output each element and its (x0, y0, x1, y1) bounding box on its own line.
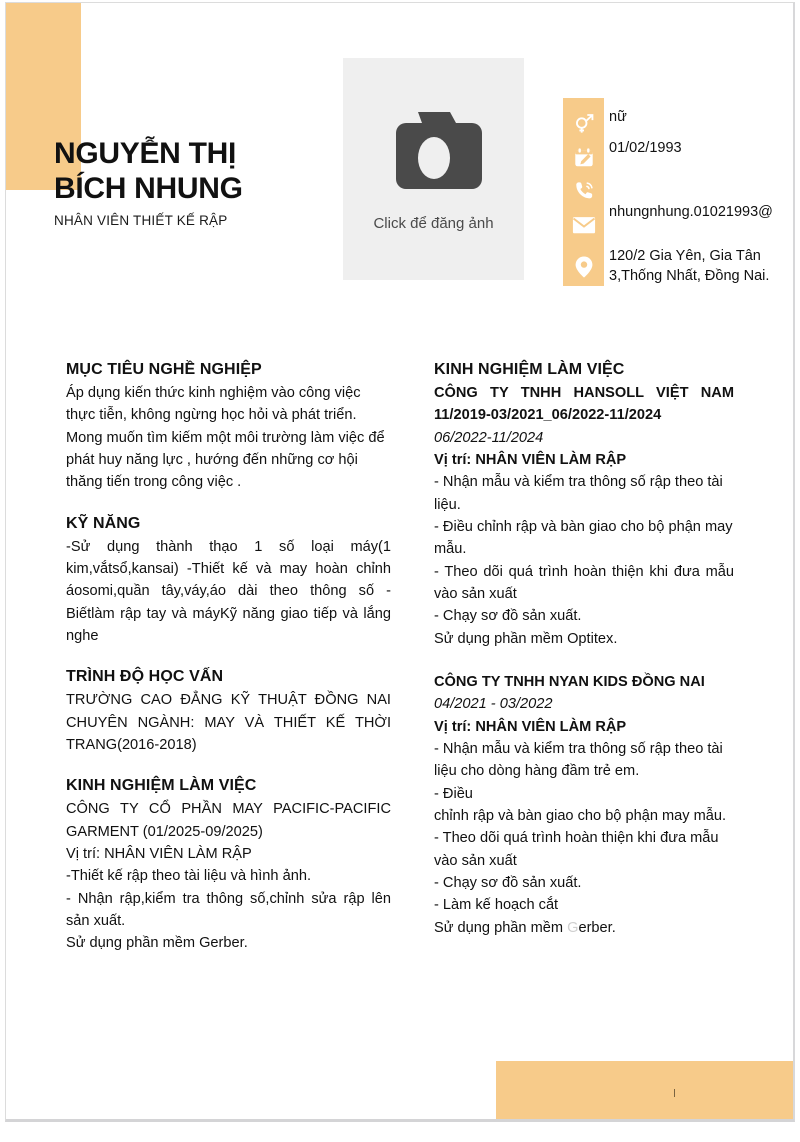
section-heading-experience-right: KINH NGHIỆM LÀM VIỆC (434, 361, 625, 378)
job1-dates: 06/2022-11/2024 (434, 429, 544, 446)
job2-duty-5: - Làm kế hoạch cắt (434, 897, 559, 914)
contact-dob-value: 01/02/1993 (609, 140, 682, 156)
spacer (66, 647, 391, 668)
job1-duty-4: - Chạy sơ đồ sản xuất. (434, 608, 582, 625)
job1-duty-1: - Nhận mẫu và kiểm tra thông số rập theo tài liệu. (434, 474, 723, 513)
phone-icon (563, 174, 604, 208)
job2-duty-4: - Chạy sơ đồ sản xuất. (434, 874, 582, 891)
map-pin-icon (563, 250, 604, 284)
job2-duty-2a: - Điều (434, 785, 473, 802)
venus-mars-icon (563, 107, 604, 141)
job2-duty-6-prefix: Sử dụng phần mềm (434, 919, 568, 936)
right-column (434, 361, 734, 939)
contact-gender-value: nữ (609, 109, 627, 125)
job-title: NHÂN VIÊN THIẾT KẾ RẬP (54, 213, 228, 229)
job2-duty-6-faded-letter: G (567, 919, 579, 936)
calendar-edit-icon (563, 141, 604, 175)
name-block (54, 136, 354, 228)
experience-duty-1: -Thiết kế rập theo tài liệu và hình ảnh. (66, 868, 312, 885)
spacer (66, 756, 391, 777)
job2-duty-6 (434, 917, 734, 939)
camera-icon (382, 106, 486, 203)
spacer (434, 650, 734, 671)
job2-duty-3: - Theo dõi quá trình hoàn thiện khi đưa mẫu vào sản xuất (434, 830, 719, 869)
envelope-icon (563, 208, 604, 242)
job2-duty-6-suffix: erber. (578, 919, 616, 936)
job2-company: CÔNG TY TNHH NYAN KIDS ĐỒNG NAI (434, 673, 705, 690)
name-line-2: BÍCH NHUNG (54, 172, 243, 206)
cv-page (5, 2, 795, 1122)
job1-position: Vị trí: NHÂN VIÊN LÀM RẬP (434, 451, 627, 468)
left-column (66, 361, 391, 955)
photo-upload-box[interactable] (343, 58, 524, 280)
contact-email-value: nhungnhung.01021993@ (609, 204, 773, 220)
objective-text: Áp dụng kiến thức kinh nghiệm vào công việc thực tiễn, không ngừng học hỏi và phát triển. Mong muốn tìm kiếm một môi trường làm việc để phát huy năng lực , hướng đến những cơ hội thăng tiến trong công việc . (66, 385, 385, 491)
experience-duty-2: - Nhận rập,kiểm tra thông số,chỉnh sửa rập lên sản xuất. (66, 890, 391, 929)
job1-duty-3: - Theo dõi quá trình hoàn thiện khi đưa mẫu vào sản xuất (434, 563, 734, 602)
job2-duty-2b: chỉnh rập và bàn giao cho bộ phận may mẫu. (434, 807, 727, 824)
skills-text: -Sử dụng thành thạo 1 số loại máy(1 kim,vắtsổ,kansai) -Thiết kế và may hoàn chỉnh áosomi,quần tây,váy,áo dài theo thông số -Biếtlàm rập tay và máyKỹ năng giao tiếp và lắng nghe (66, 538, 391, 644)
name-line-1: NGUYỄN THỊ (54, 137, 237, 170)
contact-address-value: 120/2 Gia Yên, Gia Tân 3,Thống Nhất, Đồng Nai. (609, 248, 770, 284)
experience-position: Vị trí: NHÂN VIÊN LÀM RẬP (66, 845, 252, 862)
spacer (66, 494, 391, 515)
job1-duty-2: - Điều chỉnh rập và bàn giao cho bộ phận may mẫu. (434, 518, 733, 558)
experience-company: CÔNG TY CỔ PHẦN MAY PACIFIC-PACIFIC GARMENT (01/2025-09/2025) (66, 801, 391, 840)
job1-duty-5: Sử dụng phần mềm Optitex. (434, 630, 618, 647)
job2-duty-1: - Nhận mẫu và kiểm tra thông số rập theo tài liệu cho dòng hàng đầm trẻ em. (434, 740, 723, 780)
experience-duty-3: Sử dụng phần mềm Gerber. (66, 935, 248, 952)
education-text: TRƯỜNG CAO ĐẲNG KỸ THUẬT ĐỒNG NAI CHUYÊN NGÀNH: MAY VÀ THIẾT KẾ THỜI TRANG(2016-2018) (66, 692, 391, 753)
section-heading-objective: MỤC TIÊU NGHỀ NGHIỆP (66, 361, 262, 378)
photo-caption: Click để đăng ảnh (373, 215, 494, 232)
section-heading-skills: KỸ NĂNG (66, 514, 141, 532)
job1-company: CÔNG TY TNHH HANSOLL VIỆT NAM 11/2019-03/2021_06/2022-11/2024 (434, 385, 734, 424)
tick-mark (674, 1089, 675, 1097)
accent-bar-bottom-right (496, 1061, 795, 1122)
job2-position: Vị trí: NHÂN VIÊN LÀM RẬP (434, 718, 627, 735)
section-heading-education: TRÌNH ĐỘ HỌC VẤN (66, 668, 224, 686)
job2-dates: 04/2021 - 03/2022 (434, 696, 553, 713)
section-heading-experience-left: KINH NGHIỆM LÀM VIỆC (66, 777, 257, 795)
